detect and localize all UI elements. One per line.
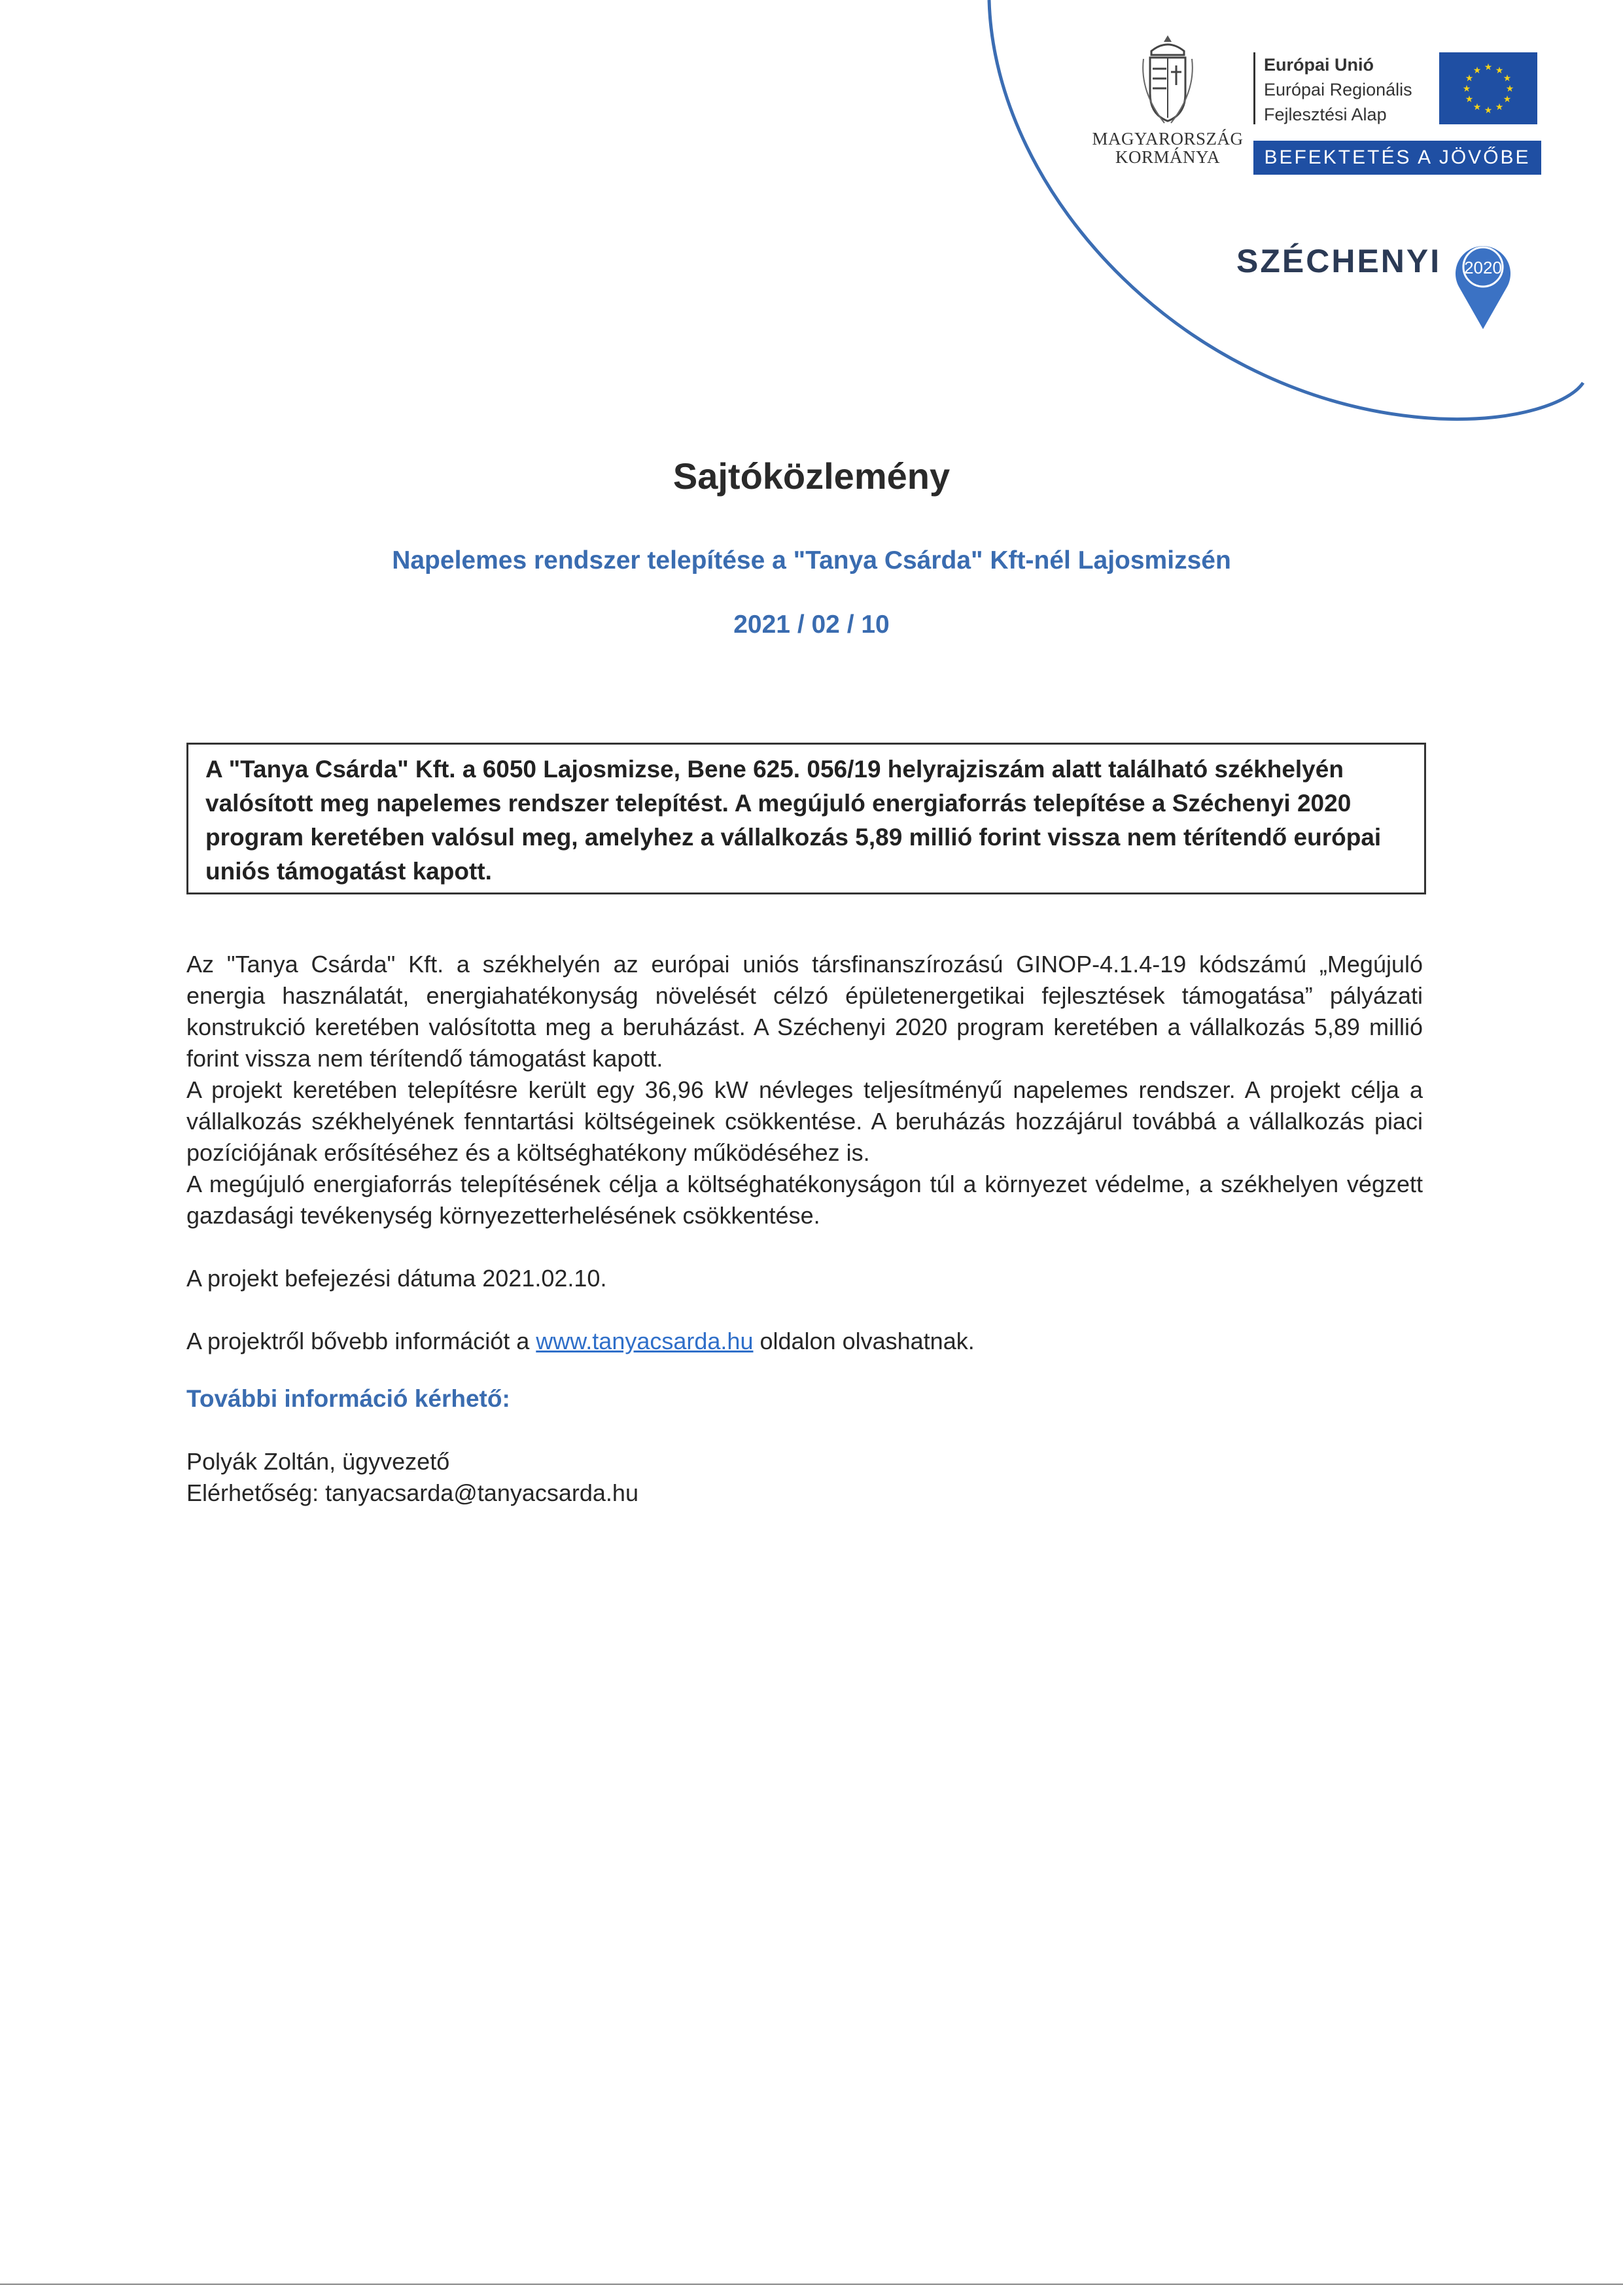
eu-line-3: Fejlesztési Alap: [1264, 105, 1387, 124]
page-subtitle: Napelemes rendszer telepítése a "Tanya Csárda" Kft-nél Lajosmizsén: [392, 546, 1231, 574]
gov-line-2: KORMÁNYA: [1115, 147, 1220, 167]
eu-line-1: Európai Unió: [1264, 55, 1374, 75]
svg-text:★: ★: [1465, 94, 1474, 105]
release-date: 2021 / 02 / 10: [733, 610, 890, 639]
svg-text:★: ★: [1505, 84, 1514, 94]
svg-text:★: ★: [1484, 62, 1493, 73]
svg-text:★: ★: [1462, 84, 1471, 94]
info-suffix: oldalon olvashatnak.: [753, 1328, 975, 1354]
footer-rule: [0, 2284, 1623, 2285]
summary-box: [186, 743, 1426, 894]
body-content: [186, 949, 1423, 1509]
svg-text:★: ★: [1473, 102, 1482, 113]
more-info-heading: További információ kérhető:: [186, 1385, 510, 1412]
info-line: [186, 1326, 1423, 1357]
contact-email: Elérhetőség: tanyacsarda@tanyacsarda.hu: [186, 1479, 638, 1506]
svg-text:★: ★: [1465, 73, 1474, 84]
eu-flag-icon: [1439, 52, 1537, 124]
eu-divider: [1253, 52, 1255, 124]
paragraph-2: A projekt keretében telepítésre került egy 36,96 kW névleges teljesítményű napelemes rendszer. A projekt célja a vállalkozás székhelyének fenntartási költségeinek csökkentése. A beruházás hozzájárul továbbá a vállalkozás piaci pozíciójának erősítéséhez és a költséghatékony működéséhez is.: [186, 1076, 1423, 1166]
page-title: Sajtóközlemény: [672, 455, 951, 497]
svg-text:★: ★: [1473, 65, 1482, 76]
szechenyi-logo-text: SZÉCHENYI: [1236, 243, 1442, 279]
paragraph-3: A megújuló energiaforrás telepítésének célja a költséghatékonyságon túl a környezet védelme, a székhelyen végzett gazdasági tevékenység környezetterhelésének csökkentése.: [186, 1171, 1423, 1229]
gov-line-1: MAGYARORSZÁG: [1092, 129, 1244, 149]
info-prefix: A projektről bővebb információt a: [186, 1328, 536, 1354]
svg-text:★: ★: [1495, 102, 1504, 113]
eu-line-2: Európai Regionális: [1264, 80, 1412, 99]
svg-text:★: ★: [1503, 73, 1512, 84]
coat-of-arms-icon: [1138, 33, 1197, 124]
eu-fund-label: [1264, 52, 1412, 127]
contact-name: Polyák Zoltán, ügyvezető: [186, 1448, 450, 1475]
summary-text: A "Tanya Csárda" Kft. a 6050 Lajosmizse, Bene 625. 056/19 helyrajziszám alatt található székhelyén valósított meg napelemes rendszer telepítést. A megújuló energiaforrás telepítése a Széchenyi 2020 program keretében valósul meg, amelyhez a vállalkozás 5,89 millió forint vissza nem térítendő európai uniós támogatást kapott.: [205, 756, 1382, 885]
paragraph-1: Az "Tanya Csárda" Kft. a székhelyén az európai uniós társfinanszírozású GINOP-4.1.4-19 kódszámú „Megújuló energia használatát, energiahatékonyság növelését célzó épületenergetikai fejlesztések támogatása” pályázati konstrukció keretében valósította meg a beruházást. A Széchenyi 2020 program keretében a vállalkozás 5,89 millió forint vissza nem térítendő támogatást kapott.: [186, 951, 1423, 1072]
invest-banner: BEFEKTETÉS A JÖVŐBE: [1253, 141, 1541, 175]
completion-date: A projekt befejezési dátuma 2021.02.10.: [186, 1265, 607, 1292]
svg-text:★: ★: [1495, 65, 1504, 76]
website-link[interactable]: www.tanyacsarda.hu: [536, 1328, 754, 1354]
svg-text:★: ★: [1484, 105, 1493, 116]
svg-text:★: ★: [1503, 94, 1512, 105]
szechenyi-pin-icon: [1454, 234, 1512, 332]
szechenyi-year: 2020: [1464, 258, 1502, 277]
government-logo: [1089, 33, 1246, 166]
